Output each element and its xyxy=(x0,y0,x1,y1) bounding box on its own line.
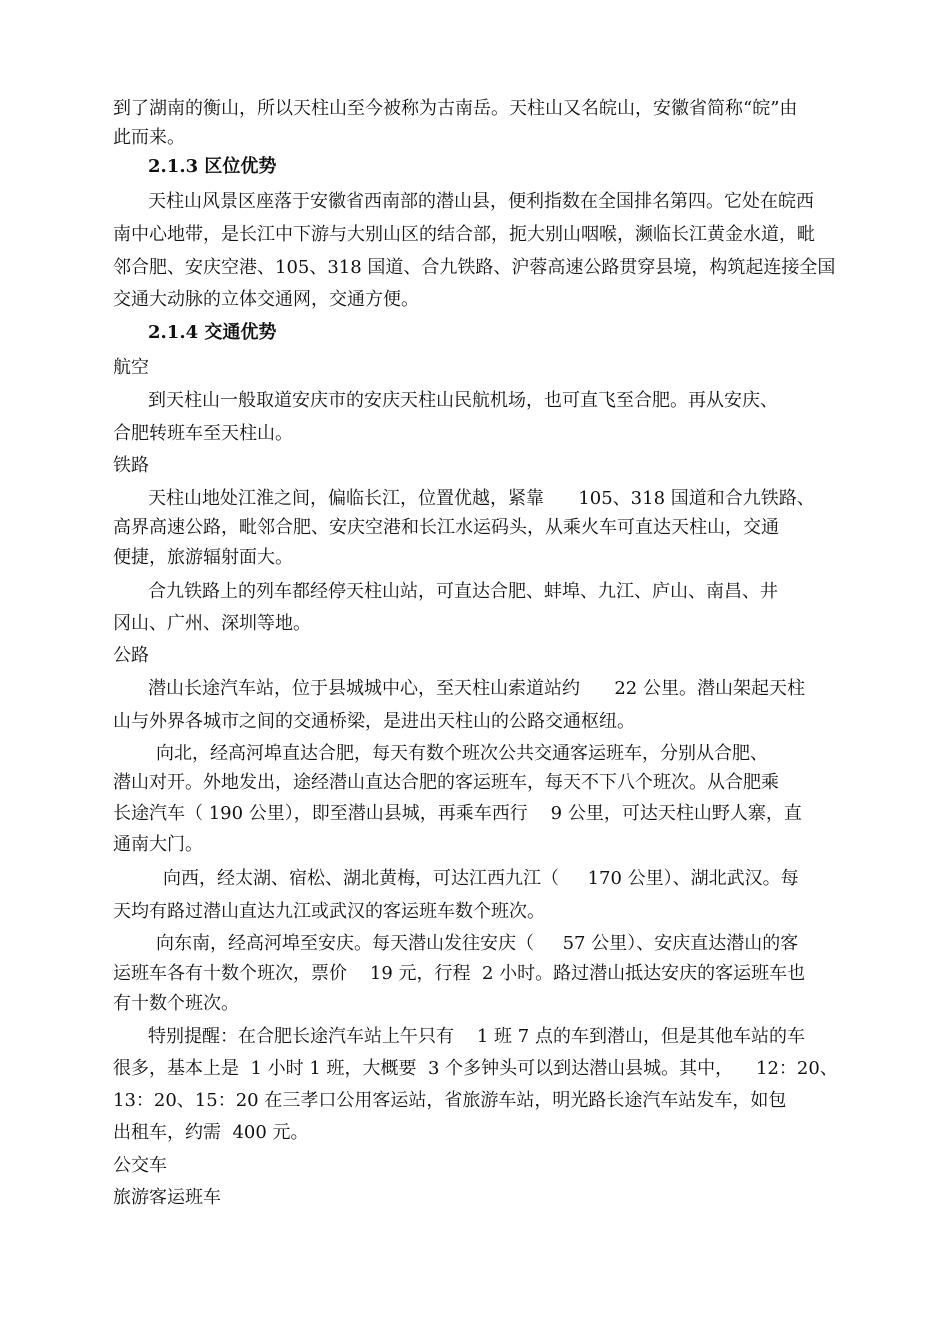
paragraph-line: 此而来。 xyxy=(113,127,185,148)
paragraph-line: 向西，经太湖、宿松、湖北黄梅，可达江西九江（ 170 公里）、湖北武汉。每 xyxy=(163,868,799,889)
paragraph-line: 交通大动脉的立体交通网，交通方便。 xyxy=(113,289,419,310)
paragraph-line: 便捷，旅游辐射面大。 xyxy=(113,547,293,568)
paragraph-line: 到天柱山一般取道安庆市的安庆天柱山民航机场，也可直飞至合肥。再从安庆、 xyxy=(148,390,778,411)
paragraph-line: 运班车各有十数个班次，票价 19 元，行程 2 小时。路过潜山抵达安庆的客运班车也 xyxy=(113,963,806,984)
paragraph-line: 邻合肥、安庆空港、105、318 国道、合九铁路、沪蓉高速公路贯穿县境，构筑起连接全国 xyxy=(113,257,836,278)
paragraph-line: 到了湖南的衡山，所以天柱山至今被称为古南岳。天柱山又名皖山，安徽省简称“皖”由 xyxy=(113,98,798,119)
subheading-bus: 公交车 xyxy=(113,1155,167,1176)
paragraph-line: 13：20、15：20 在三孝口公用客运站，省旅游车站，明光路长途汽车站发车，如包 xyxy=(113,1090,787,1111)
paragraph-line: 南中心地带，是长江中下游与大别山区的结合部，扼大别山咽喉，濒临长江黄金水道，毗 xyxy=(113,224,815,245)
subheading-road: 公路 xyxy=(113,645,149,666)
paragraph-line: 出租车，约需 400 元。 xyxy=(113,1122,309,1143)
paragraph-line: 天柱山地处江淮之间，偏临长江，位置优越，紧靠 105、318 国道和合九铁路、 xyxy=(148,488,815,509)
paragraph-line: 天柱山风景区座落于安徽省西南部的潜山县，便利指数在全国排名第四。它处在皖西 xyxy=(148,191,814,212)
section-heading-2-1-4: 2.1.4 交通优势 xyxy=(148,322,277,343)
paragraph-line: 向东南，经高河埠至安庆。每天潜山发往安庆（ 57 公里）、安庆直达潜山的客 xyxy=(156,933,799,954)
paragraph-line: 向北，经高河埠直达合肥，每天有数个班次公共交通客运班车，分别从合肥、 xyxy=(156,743,768,764)
paragraph-line: 长途汽车（ 190 公里），即至潜山县城，再乘车西行 9 公里，可达天柱山野人寨，直 xyxy=(113,803,802,824)
paragraph-line: 合肥转班车至天柱山。 xyxy=(113,423,293,444)
paragraph-line: 山与外界各城市之间的交通桥梁，是进出天柱山的公路交通枢纽。 xyxy=(113,711,635,732)
subheading-air: 航空 xyxy=(113,357,149,378)
paragraph-line: 合九铁路上的列车都经停天柱山站，可直达合肥、蚌埠、九江、庐山、南昌、井 xyxy=(148,581,778,602)
section-heading-2-1-3: 2.1.3 区位优势 xyxy=(148,156,277,177)
paragraph-line: 潜山对开。外地发出，途经潜山直达合肥的客运班车，每天不下八个班次。从合肥乘 xyxy=(113,772,779,793)
paragraph-line: 通南大门。 xyxy=(113,834,203,855)
paragraph-line: 特别提醒：在合肥长途汽车站上午只有 1 班 7 点的车到潜山，但是其他车站的车 xyxy=(148,1026,805,1047)
subheading-tour-bus: 旅游客运班车 xyxy=(113,1187,221,1208)
paragraph-line: 有十数个班次。 xyxy=(113,993,239,1014)
paragraph-line: 高界高速公路，毗邻合肥、安庆空港和长江水运码头，从乘火车可直达天柱山，交通 xyxy=(113,517,779,538)
paragraph-line: 天均有路过潜山直达九江或武汉的客运班车数个班次。 xyxy=(113,901,545,922)
paragraph-line: 潜山长途汽车站，位于县城城中心，至天柱山索道站约 22 公里。潜山架起天柱 xyxy=(148,678,805,699)
subheading-rail: 铁路 xyxy=(113,455,149,476)
paragraph-line: 很多，基本上是 1 小时 1 班，大概要 3 个多钟头可以到达潜山县城。其中， 12：20、 xyxy=(113,1058,838,1079)
paragraph-line: 冈山、广州、深圳等地。 xyxy=(113,613,311,634)
